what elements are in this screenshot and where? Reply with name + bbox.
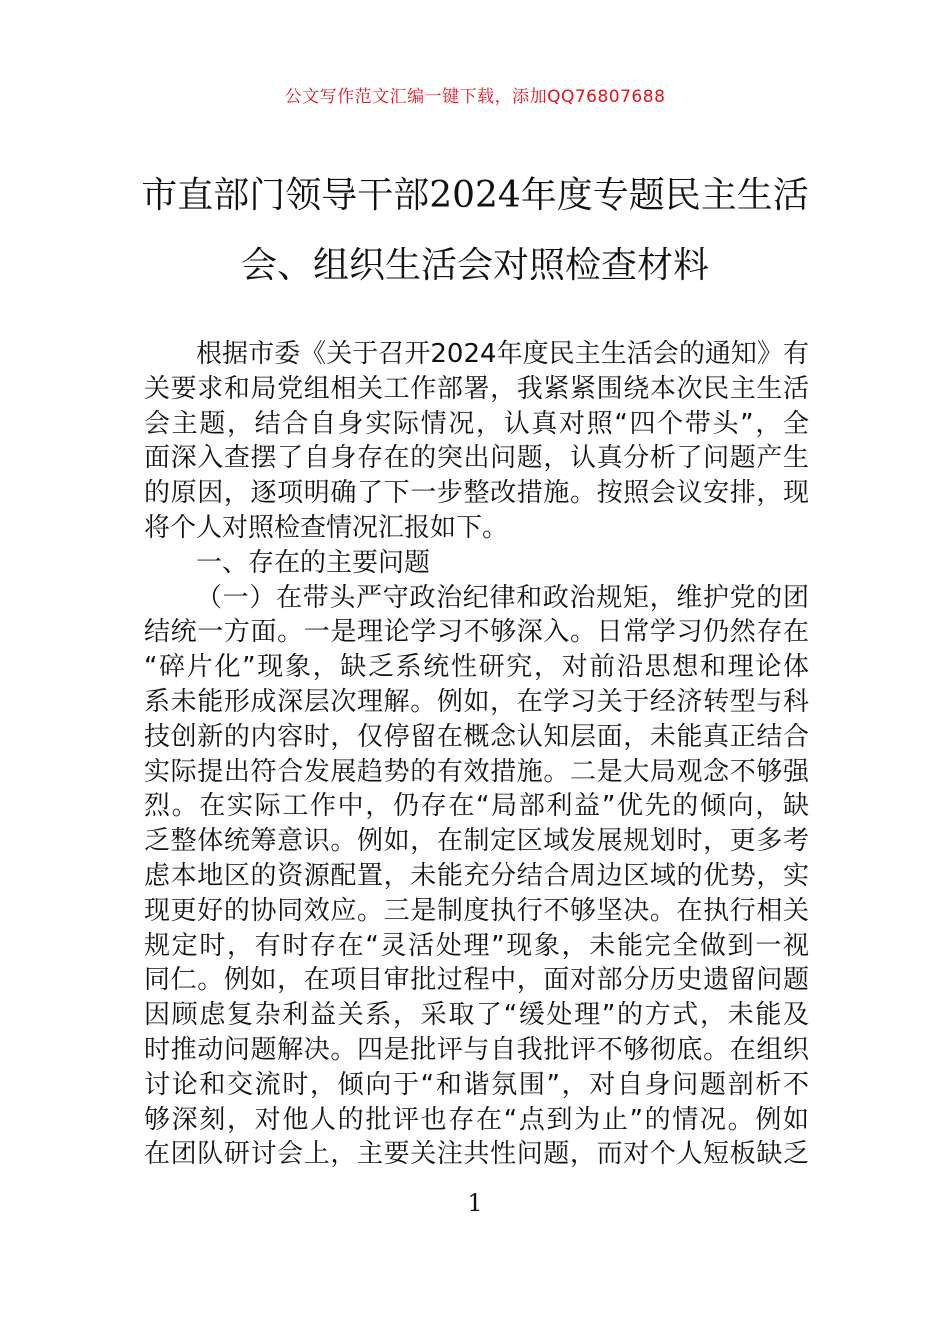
section-heading: 一、存在的主要问题 bbox=[196, 547, 431, 578]
page-number: 1 bbox=[467, 1189, 483, 1217]
body-line: 实际提出符合发展趋势的有效措施。二是大局观念不够强 bbox=[144, 756, 809, 787]
body-line: 会主题，结合自身实际情况，认真对照“四个带头”，全 bbox=[144, 408, 809, 439]
document-title-line-1: 市直部门领导干部2024年度专题民主生活 bbox=[141, 175, 809, 216]
body-line: 时推动问题解决。四是批评与自我批评不够彻底。在组织 bbox=[144, 1034, 809, 1065]
body-line: 同仁。例如，在项目审批过程中，面对部分历史遗留问题 bbox=[144, 965, 809, 996]
body-line: 讨论和交流时，倾向于“和谐氛围”，对自身问题剖析不 bbox=[144, 1069, 809, 1100]
download-notice: 公文写作范文汇编一键下载，添加QQ76807688 bbox=[284, 87, 666, 107]
body-line: 技创新的内容时，仅停留在概念认知层面，未能真正结合 bbox=[144, 721, 809, 752]
body-line: 够深刻，对他人的批评也存在“点到为止”的情况。例如 bbox=[144, 1104, 809, 1135]
body-line: 关要求和局党组相关工作部署，我紧紧围绕本次民主生活 bbox=[144, 373, 809, 404]
body-line: 在团队研讨会上，主要关注共性问题，而对个人短板缺乏 bbox=[144, 1139, 809, 1170]
document-title-line-2: 会、组织生活会对照检查材料 bbox=[240, 245, 709, 286]
body-line: 规定时，有时存在“灵活处理”现象，未能完全做到一视 bbox=[144, 930, 809, 961]
body-line: 虑本地区的资源配置，未能充分结合周边区域的优势，实 bbox=[144, 860, 809, 891]
body-line: 根据市委《关于召开2024年度民主生活会的通知》有 bbox=[196, 339, 809, 369]
body-line: “碎片化”现象，缺乏系统性研究，对前沿思想和理论体 bbox=[144, 652, 809, 683]
body-line: 系未能形成深层次理解。例如，在学习关于经济转型与科 bbox=[144, 686, 809, 717]
body-line: 烈。在实际工作中，仍存在“局部利益”优先的倾向，缺 bbox=[144, 791, 809, 822]
body-line: 面深入查摆了自身存在的突出问题，认真分析了问题产生 bbox=[144, 443, 809, 474]
body-line: （一）在带头严守政治纪律和政治规矩，维护党的团 bbox=[196, 582, 809, 613]
body-line: 结统一方面。一是理论学习不够深入。日常学习仍然存在 bbox=[144, 617, 809, 648]
body-line: 将个人对照检查情况汇报如下。 bbox=[144, 512, 509, 543]
body-line: 现更好的协同效应。三是制度执行不够坚决。在执行相关 bbox=[144, 895, 809, 926]
body-line: 的原因，逐项明确了下一步整改措施。按照会议安排，现 bbox=[144, 478, 809, 509]
body-line: 因顾虑复杂利益关系，采取了“缓处理”的方式，未能及 bbox=[144, 1000, 809, 1031]
document-body bbox=[144, 337, 809, 1172]
body-line: 乏整体统筹意识。例如，在制定区域发展规划时，更多考 bbox=[144, 826, 809, 857]
